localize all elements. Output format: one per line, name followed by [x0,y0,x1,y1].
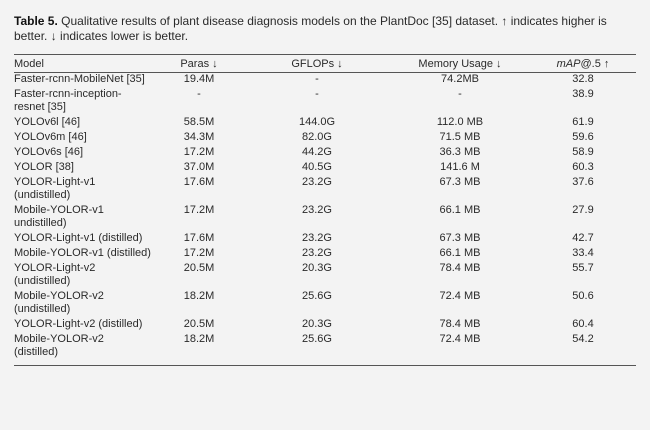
cell-memory: 67.3 MB [439,232,481,244]
table-header-row [14,55,636,73]
cell-map: 32.8 [572,73,594,85]
cell-gflops: 144.0G [298,116,336,128]
cell-memory: 66.1 MB [439,204,481,216]
header-paras: Paras ↓ [154,55,244,73]
cell-memory: 112.0 MB [436,116,484,128]
cell-map: 55.7 [572,262,594,274]
cell-gflops: 23.2G [302,176,332,188]
cell-map: 37.6 [572,176,594,188]
cell-model [14,116,154,131]
table-row [14,333,636,366]
cell-paras: 18.2M [154,333,244,366]
table-row [14,88,636,116]
cell-paras: 58.5M [183,116,215,128]
cell-paras: 17.6M [183,232,215,244]
cell-memory: 71.5 MB [439,131,481,143]
cell-model-line: (distilled) [14,346,59,358]
table-body [14,73,636,366]
table-row [14,290,636,318]
table-row [14,116,636,131]
cell-model-line: YOLOR [38] [14,161,74,173]
cell-model [14,161,154,176]
cell-model [14,262,154,290]
cell-model [14,131,154,146]
cell-model-line: Mobile-YOLOR-v2 [14,333,104,345]
cell-memory: - [458,88,462,100]
cell-model-line: YOLOR-Light-v2 (distilled) [14,318,143,330]
header-gflops: GFLOPs ↓ [244,55,390,73]
cell-model-line: undistilled) [14,217,67,229]
table-row [14,247,636,262]
cell-model-line: Faster-rcnn-MobileNet [35] [14,73,145,85]
cell-paras: 20.5M [183,262,215,274]
cell-map: 60.3 [572,161,594,173]
cell-gflops: 23.2G [302,232,332,244]
cell-memory: 74.2MB [441,73,479,85]
cell-map: 27.9 [572,204,594,216]
cell-gflops: 82.0G [302,131,332,143]
cell-model [14,290,154,318]
table-row [14,204,636,232]
cell-map: 59.6 [572,131,594,143]
cell-model [14,232,154,247]
table-row [14,161,636,176]
cell-paras: 20.5M [183,318,215,330]
cell-model-line: Faster-rcnn-inception- [14,88,122,100]
cell-gflops: 23.2G [302,247,332,259]
cell-paras: - [197,88,201,100]
caption-text: Qualitative results of plant disease diagnosis models on the PlantDoc [35] dataset. ↑ indicates higher is better. ↓ indicates lower is better. [14,14,607,43]
cell-model-line: (undistilled) [14,275,71,287]
cell-model-line: (undistilled) [14,303,71,315]
table-row [14,73,636,89]
cell-model-line: YOLOv6s [46] [14,146,84,158]
cell-model [14,333,154,366]
cell-map: 60.4 [572,318,594,330]
cell-model-line: YOLOR-Light-v1 (distilled) [14,232,143,244]
cell-gflops: 20.3G [302,318,332,330]
cell-memory: 72.4 MB [390,333,530,366]
cell-model-line: YOLOv6m [46] [14,131,87,143]
cell-memory: 72.4 MB [439,290,481,302]
header-map-prefix: mAP [556,57,581,70]
cell-map: 54.2 [530,333,636,366]
header-map-suffix: @.5 ↑ [580,57,610,70]
cell-paras: 17.6M [183,176,215,188]
cell-map: 50.6 [572,290,594,302]
cell-model [14,204,154,232]
table-row [14,232,636,247]
cell-model-line: (undistilled) [14,189,71,201]
cell-gflops: 44.2G [302,146,332,158]
cell-gflops: 25.6G [302,290,332,302]
cell-gflops: 23.2G [302,204,332,216]
cell-model-line: YOLOv6l [46] [14,116,81,128]
cell-paras: 37.0M [183,161,215,173]
cell-memory: 78.4 MB [439,318,481,330]
header-memory: Memory Usage ↓ [390,55,530,73]
cell-model [14,318,154,333]
cell-memory: 36.3 MB [439,146,481,158]
cell-model [14,176,154,204]
cell-model-line: Mobile-YOLOR-v1 (distilled) [14,247,151,259]
cell-gflops: 25.6G [244,333,390,366]
cell-paras: 17.2M [183,146,215,158]
cell-map: 38.9 [572,88,594,100]
cell-memory: 78.4 MB [439,262,481,274]
table-row [14,176,636,204]
cell-paras: 17.2M [183,204,215,216]
cell-model [14,146,154,161]
cell-model [14,88,154,116]
cell-gflops: - [315,88,319,100]
cell-model-line: YOLOR-Light-v1 [14,176,96,188]
table-row [14,318,636,333]
cell-memory: 66.1 MB [439,247,481,259]
cell-paras: 17.2M [183,247,215,259]
cell-memory: 141.6 M [440,161,480,173]
cell-paras: 19.4M [183,73,215,85]
cell-model [14,73,154,89]
cell-model-line: resnet [35] [14,101,66,113]
table-caption [14,14,638,44]
table-row [14,131,636,146]
cell-map: 42.7 [572,232,594,244]
header-map [530,55,636,73]
cell-gflops: - [315,73,319,85]
cell-model-line: Mobile-YOLOR-v2 [14,290,104,302]
cell-paras: 18.2M [183,290,215,302]
header-model: Model [14,55,154,73]
cell-memory: 67.3 MB [439,176,481,188]
cell-gflops: 20.3G [302,262,332,274]
cell-model [14,247,154,262]
cell-model-line: YOLOR-Light-v2 [14,262,96,274]
cell-map: 61.9 [572,116,594,128]
results-table [14,54,636,366]
cell-map: 33.4 [572,247,594,259]
table-row [14,262,636,290]
caption-label: Table 5. [14,14,58,28]
cell-gflops: 40.5G [302,161,332,173]
cell-paras: 34.3M [183,131,215,143]
cell-map: 58.9 [572,146,594,158]
cell-model-line: Mobile-YOLOR-v1 [14,204,104,216]
table-row [14,146,636,161]
